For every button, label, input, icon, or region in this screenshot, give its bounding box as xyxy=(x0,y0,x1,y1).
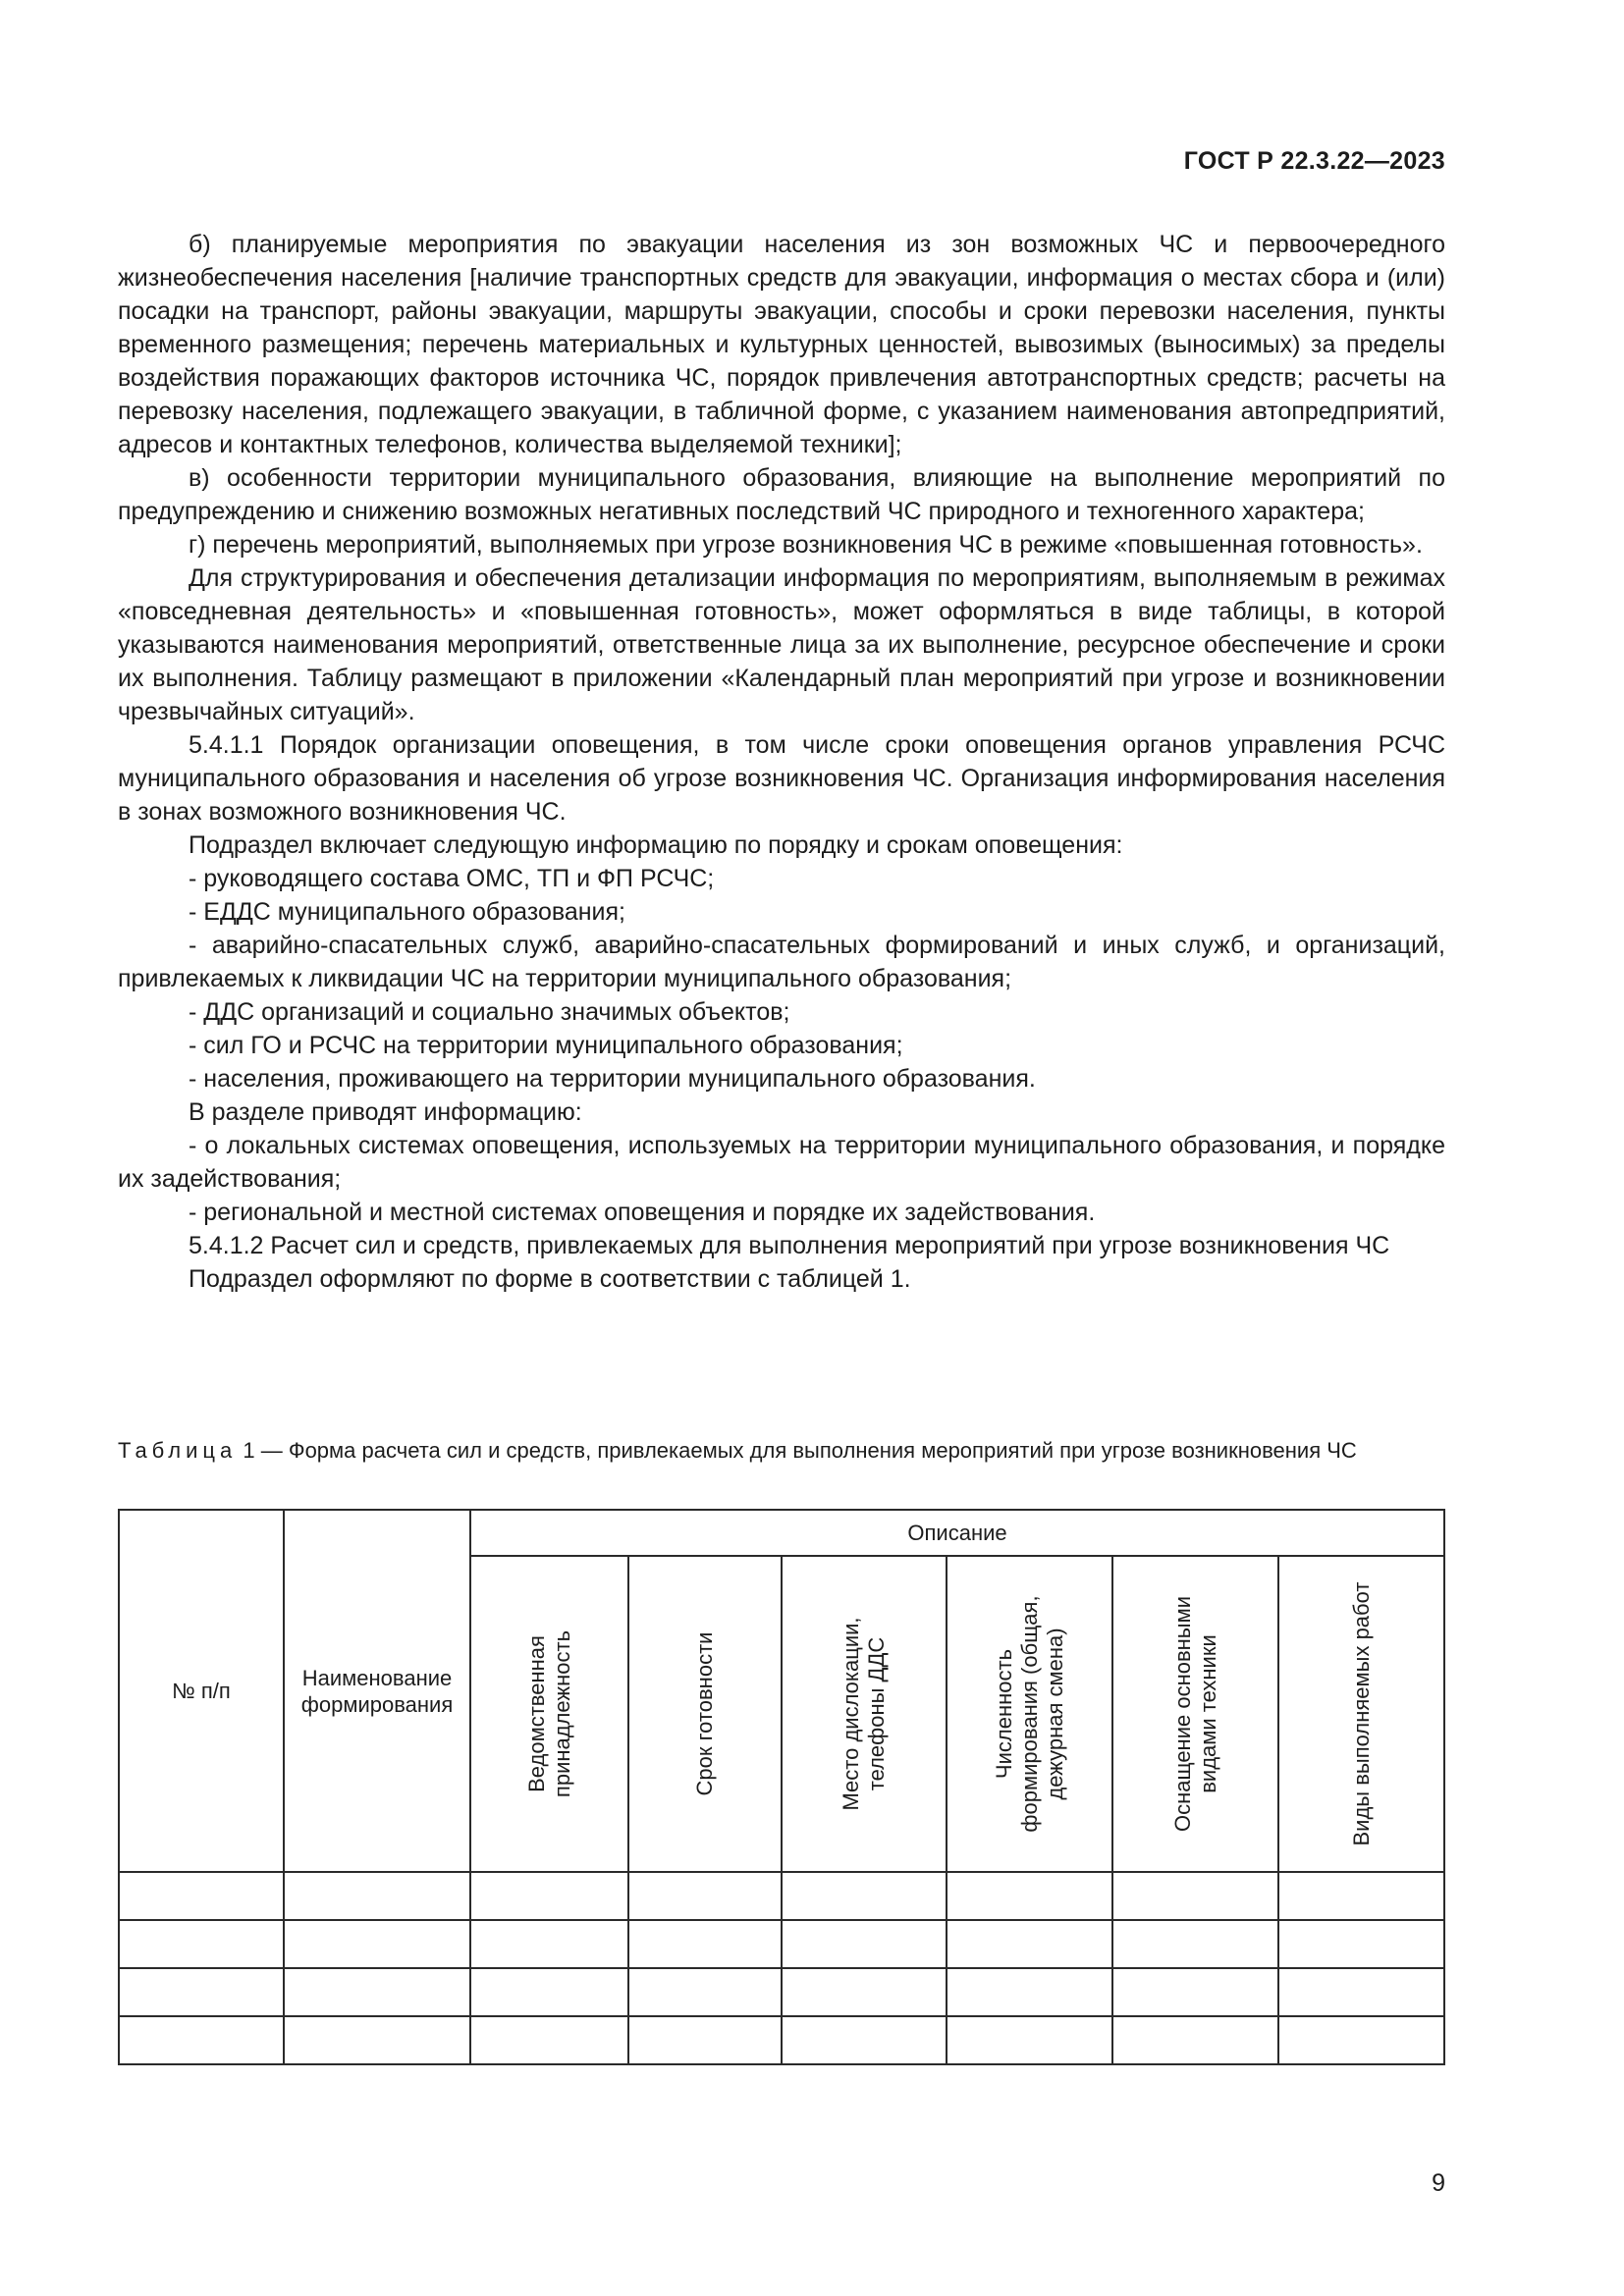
form-table xyxy=(118,1509,1445,2065)
list-item: - населения, проживающего на территории муниципального образования. xyxy=(189,1065,1036,1093)
table-row xyxy=(119,1968,1444,2016)
list-item: - региональной и местной системах оповещения и порядке их задействования. xyxy=(189,1199,1096,1226)
table-row xyxy=(119,2016,1444,2064)
column-header-affiliation: Ведомственная принадлежность xyxy=(470,1556,628,1872)
table-caption-text: 1 — Форма расчета сил и средств, привлекаемых для выполнения мероприятий при угрозе возникновения ЧС xyxy=(243,1438,1357,1463)
list-item: - ЕДДС муниципального образования; xyxy=(189,898,626,926)
table-caption xyxy=(118,1436,1445,1465)
column-header-readiness: Срок готовности xyxy=(628,1556,782,1872)
paragraph: 5.4.1.1 Порядок организации оповещения, в том числе сроки оповещения органов управления РСЧС муниципального образования и населения об угрозе возникновения ЧС. Организация информирования населения в зонах возможного возникновения ЧС. xyxy=(118,731,1445,826)
paragraph: Подраздел включает следующую информацию по порядку и срокам оповещения: xyxy=(189,831,1123,859)
column-header-name: Наименование формирования xyxy=(284,1510,470,1872)
column-header-strength: Численность формирования (общая, дежурная смена) xyxy=(947,1556,1112,1872)
paragraph: в) особенности территории муниципального образования, влияющие на выполнение мероприятий по предупреждению и снижению возможных негативных последствий ЧС природного и техногенного характера; xyxy=(118,464,1445,525)
paragraph: б) планируемые мероприятия по эвакуации населения из зон возможных ЧС и первоочередного жизнеобеспечения населения [наличие транспортных средств для эвакуации, информация о местах сбора и (или) посадки на транспорт, районы эвакуации, маршруты эвакуации, способы и сроки перевозки населения, пункты временного размещения; перечень материальных и культурных ценностей, вывозимых (выносимых) за пределы воздействия поражающих факторов источника ЧС, порядок привлечения автотранспортных средств; расчеты на перевозку населения, подлежащего эвакуации, в табличной форме, с указанием наименования автопредприятий, адресов и контактных телефонов, количества выделяемой техники]; xyxy=(118,231,1445,458)
column-header-location: Место дислокации, телефоны ДДС xyxy=(782,1556,947,1872)
table-row xyxy=(119,1920,1444,1968)
column-group-description: Описание xyxy=(470,1510,1444,1556)
paragraph: 5.4.1.2 Расчет сил и средств, привлекаемых для выполнения мероприятий при угрозе возникновения ЧС xyxy=(189,1232,1390,1259)
paragraph: В разделе приводят информацию: xyxy=(189,1098,582,1126)
list-item: - сил ГО и РСЧС на территории муниципального образования; xyxy=(189,1032,903,1059)
list-item: - руководящего состава ОМС, ТП и ФП РСЧС; xyxy=(189,865,715,892)
document-code: ГОСТ Р 22.3.22—2023 xyxy=(1183,147,1445,175)
column-header-number: № п/п xyxy=(119,1510,284,1872)
document-body xyxy=(118,228,1445,1296)
table-row xyxy=(119,1872,1444,1920)
paragraph: Для структурирования и обеспечения детализации информация по мероприятиям, выполняемым в режимах «повседневная деятельность» и «повышенная готовность», может оформляться в виде таблицы, в которой указываются наименования мероприятий, ответственные лица за их выполнение, ресурсное обеспечение и сроки их выполнения. Таблицу размещают в приложении «Календарный план мероприятий при угрозе и возникновении чрезвычайных ситуаций». xyxy=(118,564,1445,725)
paragraph: Подраздел оформляют по форме в соответствии с таблицей 1. xyxy=(189,1265,911,1293)
page-number: 9 xyxy=(1432,2169,1445,2197)
list-item: - о локальных системах оповещения, используемых на территории муниципального образования, и порядке их задействования; xyxy=(118,1132,1445,1193)
list-item: - ДДС организаций и социально значимых объектов; xyxy=(189,998,790,1026)
paragraph: г) перечень мероприятий, выполняемых при угрозе возникновения ЧС в режиме «повышенная готовность». xyxy=(189,531,1423,559)
column-header-equipment: Оснащение основными видами техники xyxy=(1112,1556,1278,1872)
table-caption-label: Таблица xyxy=(118,1438,238,1463)
list-item: - аварийно-спасательных служб, аварийно-спасательных формирований и иных служб, и организаций, привлекаемых к ликвидации ЧС на территории муниципального образования; xyxy=(118,932,1445,992)
column-header-work-types: Виды выполняемых работ xyxy=(1278,1556,1444,1872)
